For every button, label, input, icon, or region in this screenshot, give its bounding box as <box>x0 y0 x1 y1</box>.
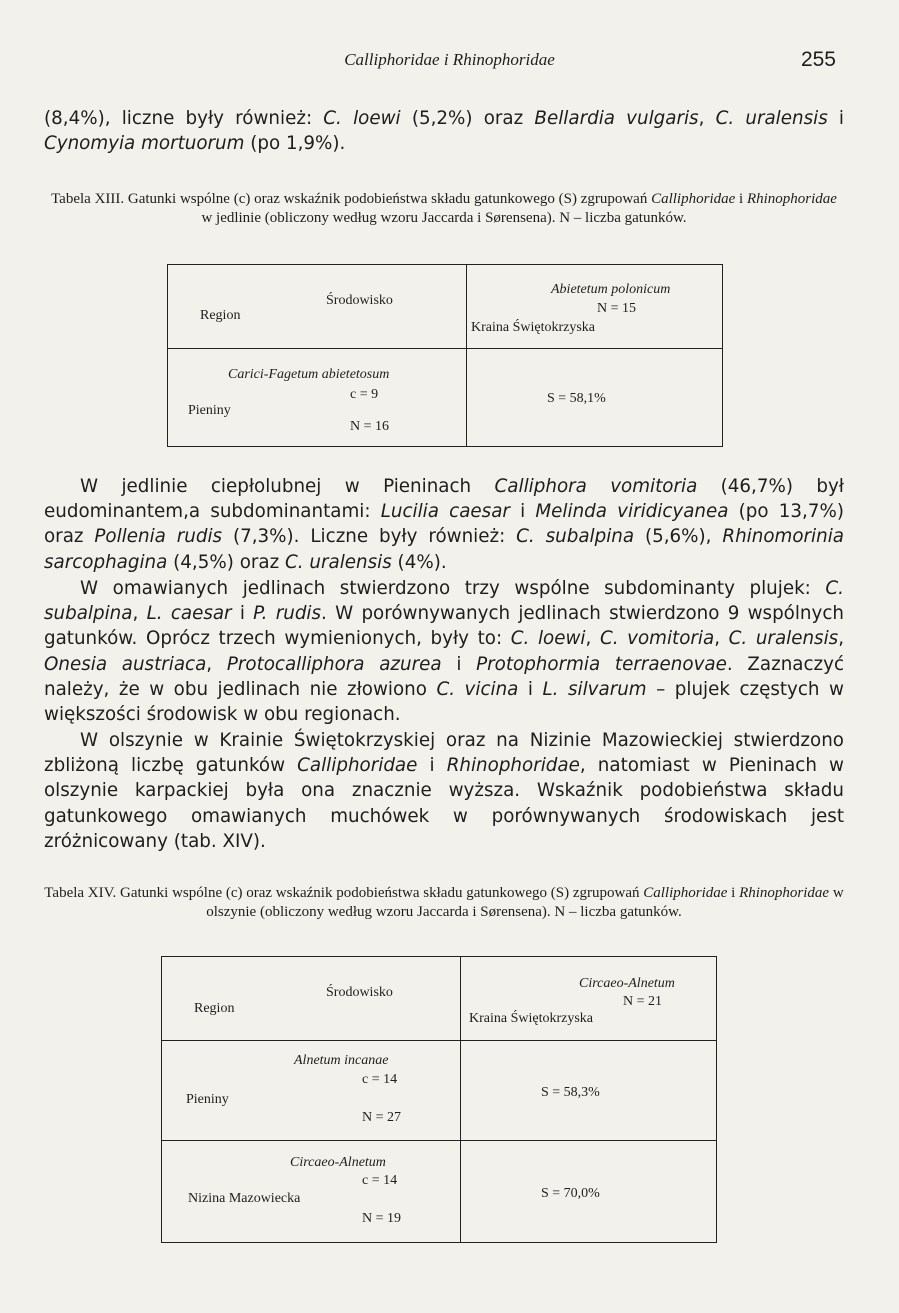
table-13-similarity-cell <box>467 349 723 447</box>
row-common-species: c = 14 <box>362 1173 398 1188</box>
region-label: Region <box>200 308 241 323</box>
row-species-count: N = 27 <box>362 1110 402 1125</box>
table-14-caption: Tabela XIV. Gatunki wspólne (c) oraz wskaźnik podobieństwa składu gatunkowego (S) zgrupowań Calliphoridae i Rhinophoridae w olszynie (obliczony według wzoru Jaccarda i Sørensena). N – liczba gatunków. <box>44 885 844 920</box>
page-header <box>0 48 899 72</box>
body-paragraph-1: W jedlinie ciepłolubnej w Pieninach Calliphora vomitoria (46,7%) był eudominantem,a subdominantami: Lucilia caesar i Melinda viridicyanea (po 13,7%) oraz Pollenia rudis (7,3%). Liczne były również: C. subalpina (5,6%), Rhinomorinia sarcophagina (4,5%) oraz C. uralensis (4%). <box>44 476 845 573</box>
column-region: Kraina Świętokrzyska <box>469 1011 594 1026</box>
similarity-index: S = 70,0% <box>541 1186 600 1201</box>
environment-label: Środowisko <box>326 985 393 1000</box>
row-common-species: c = 9 <box>350 387 379 402</box>
running-title: Calliphoridae i Rhinophoridae <box>344 50 555 69</box>
row-species-count: N = 19 <box>362 1211 402 1226</box>
row-region: Pieniny <box>186 1092 229 1107</box>
row-species-count: N = 16 <box>350 419 390 434</box>
table-13-header-corner <box>168 265 467 349</box>
column-association: Abietetum polonicum <box>551 282 671 297</box>
row-association: Circaeo-Alnetum <box>290 1155 386 1170</box>
column-association: Circaeo-Alnetum <box>579 976 675 991</box>
table-14-header-corner <box>162 957 461 1041</box>
page-number: 255 <box>800 48 836 71</box>
table-14-similarity-cell <box>461 1141 717 1243</box>
body-paragraph-2: W omawianych jedlinach stwierdzono trzy wspólne subdominanty plujek: C. subalpina, L. caesar i P. rudis. W porównywanych jedlinach stwierdzono 9 wspólnych gatunków. Oprócz trzech wymienionych, były to: C. loewi, C. vomitoria, C. uralensis, Onesia austriaca, Protocalliphora azurea i Protophormia terraenovae. Zaznaczyć należy, że w obu jedlinach nie złowiono C. vicina i L. silvarum – plujek częstych w większości środowisk w obu regionach. <box>44 578 845 726</box>
table-14-column-header <box>461 957 717 1041</box>
body-paragraph-3: W olszynie w Krainie Świętokrzyskiej oraz na Nizinie Mazowieckiej stwierdzono zbliżoną liczbę gatunków Calliphoridae i Rhinophoridae, natomiast w Pieninach w olszynie karpackiej była ona znacznie wyższa. Wskaźnik podobieństwa składu gatunkowego omawianych muchówek w porównywanych środowiskach jest zróżnicowany (tab. XIV). <box>44 730 844 852</box>
table-13-column-header <box>467 265 723 349</box>
column-species-count: N = 15 <box>597 301 637 316</box>
similarity-index: S = 58,3% <box>541 1085 600 1100</box>
similarity-index: S = 58,1% <box>547 391 606 406</box>
intro-paragraph: (8,4%), liczne były również: C. loewi (5,2%) oraz Bellardia vulgaris, C. uralensis i Cynomyia mortuorum (po 1,9%). <box>44 108 845 155</box>
table-13-caption: Tabela XIII. Gatunki wspólne (c) oraz wskaźnik podobieństwa składu gatunkowego (S) zgrupowań Calliphoridae i Rhinophoridae w jedlinie (obliczony według wzoru Jaccarda i Sørensena). N – liczba gatunków. <box>51 191 837 226</box>
environment-label: Środowisko <box>326 293 393 308</box>
column-species-count: N = 21 <box>623 994 663 1009</box>
table-14-similarity-cell <box>461 1041 717 1141</box>
table-13-row-header <box>168 349 467 447</box>
row-association: Alnetum incanae <box>294 1053 389 1068</box>
region-label: Region <box>194 1001 235 1016</box>
row-region: Nizina Mazowiecka <box>188 1191 301 1206</box>
row-association: Carici-Fagetum abietetosum <box>228 367 390 382</box>
table-14 <box>161 956 717 1243</box>
table-13 <box>167 264 723 447</box>
row-common-species: c = 14 <box>362 1072 398 1087</box>
row-region: Pieniny <box>188 403 231 418</box>
table-14-row-header <box>162 1041 461 1141</box>
column-region: Kraina Świętokrzyska <box>471 320 596 335</box>
table-14-row-header <box>162 1141 461 1243</box>
